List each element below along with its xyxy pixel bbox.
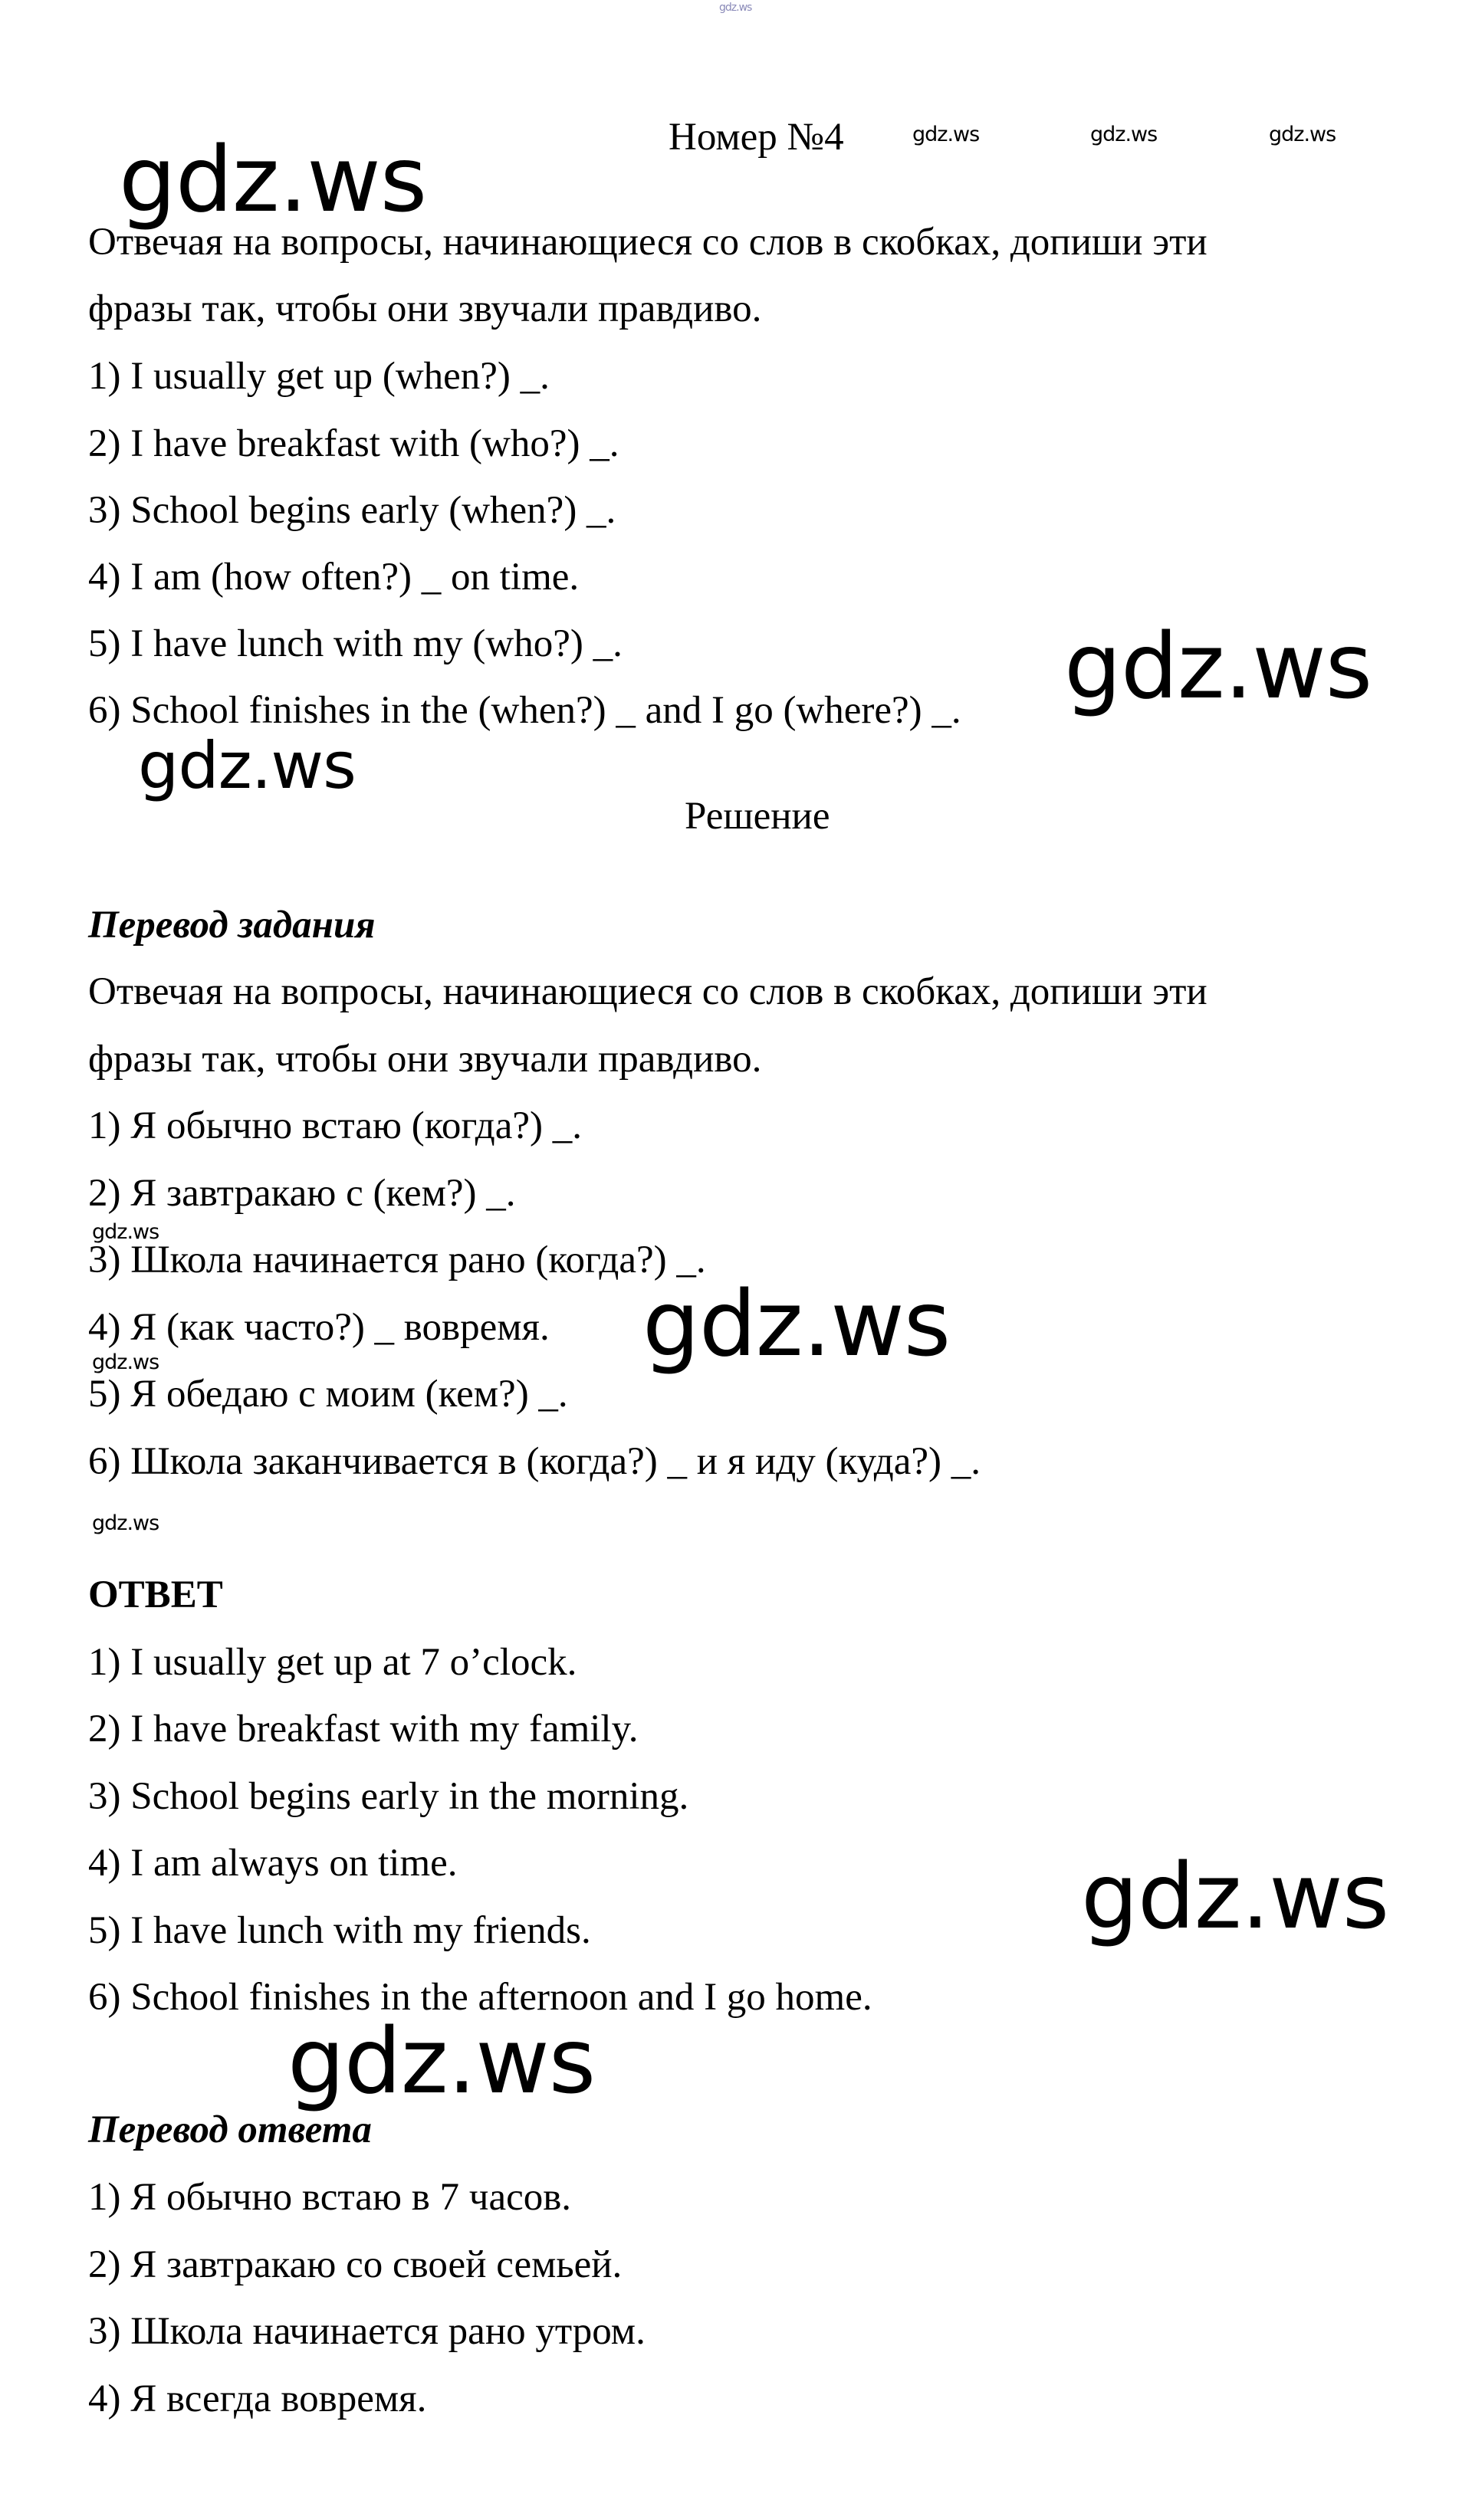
task-translation-item-5: 5) Я обедаю с моим (кем?) _. bbox=[88, 1373, 568, 1416]
task-translation-intro-1: Отвечая на вопросы, начинающиеся со слов в скобках, допиши эти bbox=[88, 970, 1208, 1013]
top-watermark: gdz.ws bbox=[719, 2, 752, 14]
task-item-4: 4) I am (how often?) _ on time. bbox=[88, 556, 580, 599]
answer-item-4: 4) I am always on time. bbox=[88, 1842, 458, 1885]
task-item-1: 1) I usually get up (when?) _. bbox=[88, 355, 550, 398]
task-item-5: 5) I have lunch with my (who?) _. bbox=[88, 622, 623, 665]
answer-item-3: 3) School begins early in the morning. bbox=[88, 1775, 689, 1818]
task-translation-heading: Перевод задания bbox=[88, 904, 376, 947]
task-item-3: 3) School begins early (when?) _. bbox=[88, 489, 616, 532]
answer-heading: ОТВЕТ bbox=[88, 1573, 223, 1616]
task-translation-item-2: 2) Я завтракаю с (кем?) _. bbox=[88, 1172, 516, 1215]
watermark-right-2: gdz.ws bbox=[1081, 1843, 1389, 1949]
answer-translation-item-2: 2) Я завтракаю со своей семьей. bbox=[88, 2243, 623, 2286]
answer-translation-heading: Перевод ответа bbox=[88, 2108, 372, 2151]
task-translation-item-4: 4) Я (как часто?) _ вовремя. bbox=[88, 1306, 550, 1349]
watermark-header-2: gdz.ws bbox=[1090, 123, 1158, 146]
watermark-right-1: gdz.ws bbox=[1064, 613, 1372, 719]
watermark-left-1: gdz.ws bbox=[138, 728, 356, 803]
watermark-small-3: gdz.ws bbox=[92, 1511, 159, 1535]
task-translation-intro-2: фразы так, чтобы они звучали правдиво. bbox=[88, 1038, 762, 1081]
watermark-small-1: gdz.ws bbox=[92, 1220, 159, 1244]
answer-item-5: 5) I have lunch with my friends. bbox=[88, 1909, 591, 1952]
watermark-center: gdz.ws bbox=[642, 1271, 951, 1376]
page-title: Номер №4 bbox=[669, 116, 844, 159]
answer-translation-item-1: 1) Я обычно встаю в 7 часов. bbox=[88, 2176, 572, 2219]
watermark-top-left: gdz.ws bbox=[119, 126, 427, 232]
answer-item-6: 6) School finishes in the afternoon and I go home. bbox=[88, 1976, 872, 2019]
task-intro-2: фразы так, чтобы они звучали правдиво. bbox=[88, 287, 762, 330]
task-item-2: 2) I have breakfast with (who?) _. bbox=[88, 422, 619, 465]
watermark-left-2: gdz.ws bbox=[288, 2008, 596, 2114]
watermark-header-1: gdz.ws bbox=[912, 123, 980, 146]
task-translation-item-3: 3) Школа начинается рано (когда?) _. bbox=[88, 1239, 706, 1281]
solution-title: Решение bbox=[685, 795, 830, 838]
watermark-small-2: gdz.ws bbox=[92, 1350, 159, 1374]
answer-translation-item-4: 4) Я всегда вовремя. bbox=[88, 2377, 427, 2420]
task-translation-item-1: 1) Я обычно встаю (когда?) _. bbox=[88, 1104, 582, 1147]
task-intro-1: Отвечая на вопросы, начинающиеся со слов в скобках, допиши эти bbox=[88, 221, 1208, 264]
task-item-6: 6) School finishes in the (when?) _ and I go (where?) _. bbox=[88, 689, 961, 732]
answer-item-1: 1) I usually get up at 7 o’clock. bbox=[88, 1641, 577, 1684]
task-translation-item-6: 6) Школа заканчивается в (когда?) _ и я иду (куда?) _. bbox=[88, 1440, 981, 1483]
answer-item-2: 2) I have breakfast with my family. bbox=[88, 1708, 639, 1751]
answer-translation-item-3: 3) Школа начинается рано утром. bbox=[88, 2310, 646, 2353]
watermark-header-3: gdz.ws bbox=[1269, 123, 1336, 146]
